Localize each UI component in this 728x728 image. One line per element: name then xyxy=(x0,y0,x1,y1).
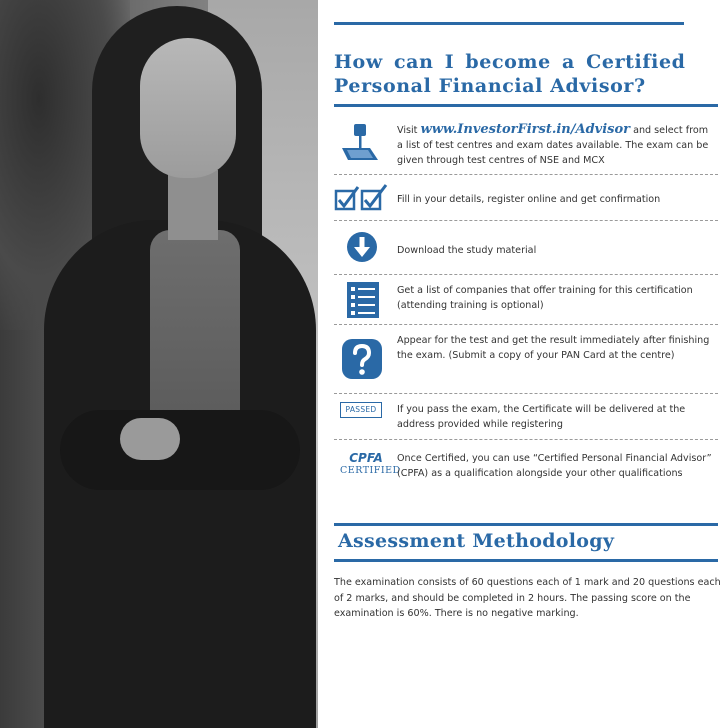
content-panel xyxy=(334,0,721,728)
step-download xyxy=(334,221,718,275)
woman-photo xyxy=(0,0,318,728)
step-appear-test xyxy=(334,325,718,394)
assessment-top-rule xyxy=(334,523,718,526)
photo-crossed-arms xyxy=(60,410,300,490)
passed-stamp-label: PASSED xyxy=(340,402,382,418)
photo-hand xyxy=(120,418,180,460)
step-visit-text xyxy=(397,122,715,168)
assessment-title: Assessment Methodology xyxy=(338,530,615,552)
step-register xyxy=(334,175,718,221)
step-visit-website xyxy=(334,112,718,175)
top-rule xyxy=(334,22,684,25)
step-download-text: Download the study material xyxy=(397,245,537,256)
page-title-line2: Personal Financial Advisor? xyxy=(334,75,646,97)
step-certified xyxy=(334,440,718,508)
photo-neck xyxy=(168,170,218,240)
question-icon xyxy=(340,337,384,385)
step-training xyxy=(334,275,718,325)
page-title xyxy=(334,50,718,98)
investorfirst-link[interactable]: www.InvestorFirst.in/Advisor xyxy=(420,122,631,137)
cpfa-badge-line1: CPFA xyxy=(349,451,383,465)
step-register-text: Fill in your details, register online and get confirmation xyxy=(397,194,661,205)
photo-face xyxy=(140,38,236,178)
checkbox-icon xyxy=(334,183,390,217)
cpfa-certified-icon xyxy=(340,451,401,476)
step-passed-text: If you pass the exam, the Certificate will be delivered at the address provided while registering xyxy=(397,404,686,430)
assessment-text: The examination consists of 60 questions each of 1 mark and 20 questions each of 2 marks, and should be completed in 2 hours. The passing score on the examination is 60%. There is no negative marking. xyxy=(334,577,721,619)
step-training-text: Get a list of companies that offer training for this certification (attending training is optional) xyxy=(397,285,693,311)
step-passed xyxy=(334,394,718,440)
step-certified-text: Once Certified, you can use “Certified Personal Financial Advisor” (CPFA) as a qualification alongside your other qualifications xyxy=(397,453,712,479)
step-visit-suffix: and select from a list of test centres and exam dates available. The exam can be given through test centres of NSE and MCX xyxy=(397,125,709,166)
steps-list xyxy=(334,112,718,508)
assessment-bottom-rule xyxy=(334,559,718,562)
step-visit-prefix: Visit xyxy=(397,125,421,136)
laptop-icon xyxy=(340,122,380,166)
step-appear-text: Appear for the test and get the result immediately after finishing the exam. (Submit a copy of your PAN Card at the centre) xyxy=(397,335,710,361)
passed-stamp-icon xyxy=(340,402,382,418)
cpfa-badge-line2: CERTIFIED xyxy=(340,465,401,476)
list-icon xyxy=(346,281,380,323)
page-title-line1: How can I become a Certified xyxy=(334,51,686,73)
title-rule xyxy=(334,104,718,107)
download-arrow-icon xyxy=(346,231,378,267)
